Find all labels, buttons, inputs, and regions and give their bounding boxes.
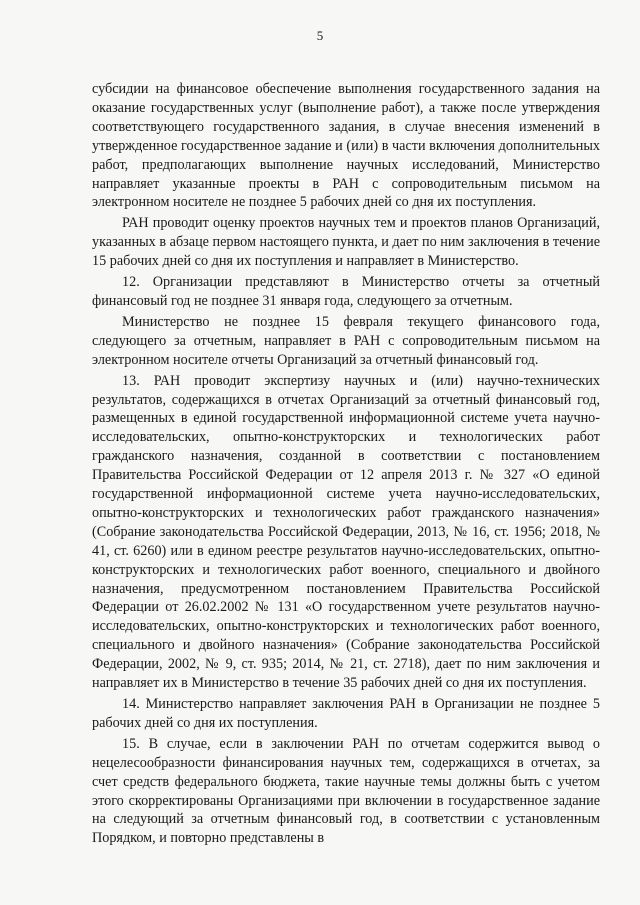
paragraph-ran-assessment: РАН проводит оценку проектов научных тем и проектов планов Организаций, указанных в абзаце первом настоящего пункта, и дает по ним заключения в течение 15 рабочих дней со дня их поступления и направляет в Министерство.: [92, 215, 600, 270]
paragraph-item-15: 15. В случае, если в заключении РАН по отчетам содержится вывод о нецелесообразности финансирования научных тем, содержащихся в отчетах, за счет средств федерального бюджета, такие научные темы должны быть с учетом этого скорректированы Организациями при включении в государственное задание на следующий за отчетным финансовый год, в соответствии с установленным Порядком, и повторно представлены в: [92, 735, 600, 847]
document-body: [92, 80, 600, 848]
page-number: 5: [316, 28, 324, 43]
paragraph-ministry-reports: Министерство не позднее 15 февраля текущего финансового года, следующего за отчетным, направляет в РАН с сопроводительным письмом на электронном носителе отчеты Организаций за отчетный финансовый год.: [92, 313, 600, 368]
paragraph-item-13: 13. РАН проводит экспертизу научных и (или) научно-технических результатов, содержащихся в отчетах Организаций за отчетный финансовый год, размещенных в единой государственной информационной системе учета научно-исследовательских, опытно-конструкторских и технологических работ гражданского назначения, созданной в соответствии с постановлением Правительства Российской Федерации от 12 апреля 2013 г. № 327 «О единой государственной информационной системе учета научно-исследовательских, опытно-конструкторских и технологических работ гражданского назначения» (Собрание законодательства Российской Федерации, 2013, № 16, ст. 1956; 2018, № 41, ст. 6260) или в едином реестре результатов научно-исследовательских, опытно-конструкторских и технологических работ военного, специального и двойного назначения, предусмотренном постановлением Правительства Российской Федерации от 26.02.2002 № 131 «О государственном учете результатов научно-исследовательских, опытно-конструкторских и технологических работ военного, специального и двойного назначения» (Собрание законодательства Российской Федерации, 2002, № 9, ст. 935; 2014, № 21, ст. 2718), дает по ним заключения и направляет их в Министерство в течение 35 рабочих дней со дня их поступления.: [92, 372, 600, 692]
paragraph-continuation: субсидии на финансовое обеспечение выполнения государственного задания на оказание государственных услуг (выполнение работ), а также после утверждения соответствующего государственного задания, в случае внесения изменений в утвержденное государственное задание и (или) в части включения дополнительных работ, предполагающих выполнение научных исследований, Министерство направляет указанные проекты в РАН с сопроводительным письмом на электронном носителе не позднее 5 рабочих дней со дня их поступления.: [92, 81, 600, 211]
paragraph-item-12: 12. Организации представляют в Министерство отчеты за отчетный финансовый год не позднее 31 января года, следующего за отчетным.: [92, 274, 600, 309]
paragraph-item-14: 14. Министерство направляет заключения РАН в Организации не позднее 5 рабочих дней со дня их поступления.: [92, 696, 600, 731]
